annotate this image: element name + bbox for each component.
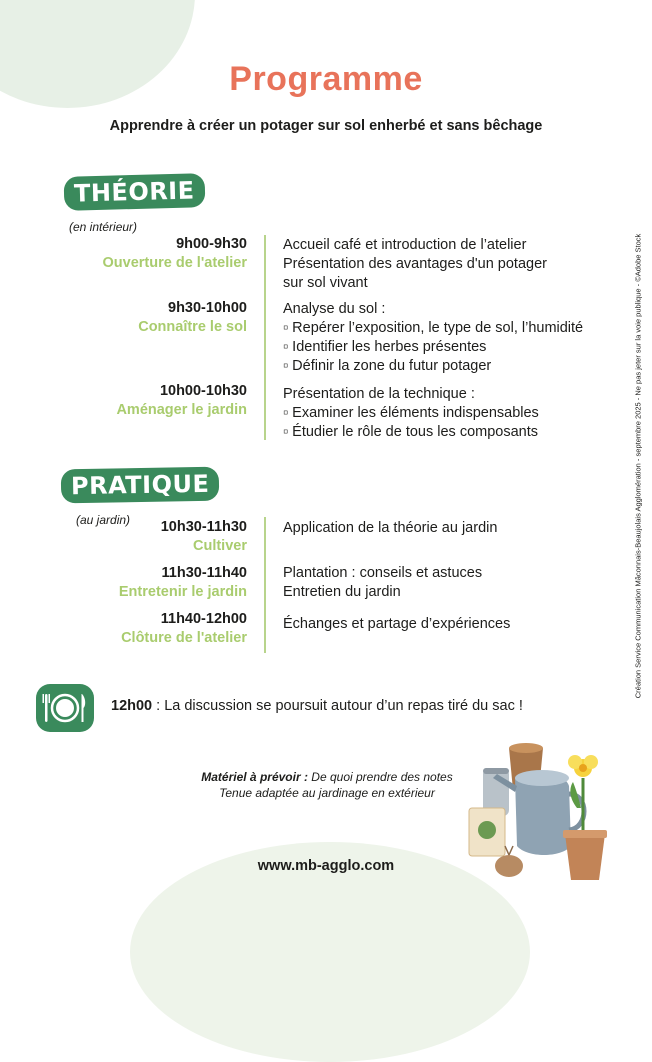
description-line: Analyse du sol : — [283, 301, 386, 317]
description-line: sur sol vivant — [283, 275, 368, 291]
slot-label: Cultiver — [193, 538, 247, 554]
slot-label: Clôture de l'atelier — [121, 630, 247, 646]
theorie-badge: THÉORIE — [64, 173, 205, 211]
page-subtitle: Apprendre à créer un potager sur sol enherbé et sans bêchage — [109, 118, 543, 134]
slot-label: Entretenir le jardin — [118, 584, 247, 600]
slot-time: 10h30-11h30 — [160, 519, 247, 535]
slot-time: 9h00-9h30 — [176, 236, 247, 252]
description-line: ▫ Examiner les éléments indispensables — [283, 405, 539, 421]
description-line: ▫ Repérer l’exposition, le type de sol, l’humidité — [283, 320, 584, 336]
slot-description — [283, 236, 623, 293]
materiel-label: Matériel à prévoir : — [201, 770, 308, 784]
website-link[interactable]: www.mb-agglo.com — [257, 858, 395, 874]
materiel-line1: De quoi prendre des notes — [307, 770, 453, 784]
description-line: Plantation : conseils et astuces — [283, 565, 483, 581]
slot-description — [283, 564, 623, 602]
slot-time: 10h00-10h30 — [159, 383, 247, 399]
pratique-badge: PRATIQUE — [61, 467, 220, 504]
theorie-location-note: (en intérieur) — [69, 220, 138, 234]
description-line: ▫ Définir la zone du futur potager — [283, 358, 492, 374]
description-line: Présentation des avantages d'un potager — [283, 256, 547, 272]
slot-label: Connaître le sol — [138, 319, 247, 335]
slot-description — [283, 615, 623, 634]
slot-time: 9h30-10h00 — [168, 300, 247, 316]
slot-label: Ouverture de l'atelier — [102, 255, 247, 271]
theorie-divider — [264, 235, 266, 440]
slot-label: Aménager le jardin — [116, 402, 247, 418]
credit-text: Création Service Communication Mâconnais-Beaujolais Agglomération - septembre 2025 - Ne pas jeter sur la voie publique - ©Adobe Stock — [633, 233, 643, 699]
page-title: Programme — [229, 60, 423, 98]
slot-time: 11h30-11h40 — [161, 565, 247, 581]
description-line: Entretien du jardin — [283, 584, 401, 600]
materiel-line2: Tenue adaptée au jardinage en extérieur — [219, 786, 435, 800]
description-line: Application de la théorie au jardin — [283, 520, 498, 536]
description-line: Accueil café et introduction de l’atelier — [283, 237, 527, 253]
description-line: Échanges et partage d’expériences — [283, 616, 511, 632]
description-line: ▫ Identifier les herbes présentes — [283, 339, 487, 355]
pratique-location-note: (au jardin) — [76, 513, 131, 527]
meal-description: : La discussion se poursuit autour d’un repas tiré du sac ! — [152, 698, 523, 714]
meal-time: 12h00 — [111, 698, 153, 714]
slot-description — [283, 300, 623, 376]
plate-cutlery-icon — [36, 684, 94, 732]
pratique-divider — [264, 517, 266, 653]
meal-text — [111, 698, 523, 714]
slot-description — [283, 519, 623, 538]
description-line: Présentation de la technique : — [283, 386, 475, 402]
slot-description — [283, 385, 623, 442]
materiel-note — [186, 769, 468, 801]
slot-time: 11h40-12h00 — [160, 611, 247, 627]
description-line: ▫ Étudier le rôle de tous les composants — [283, 424, 538, 440]
